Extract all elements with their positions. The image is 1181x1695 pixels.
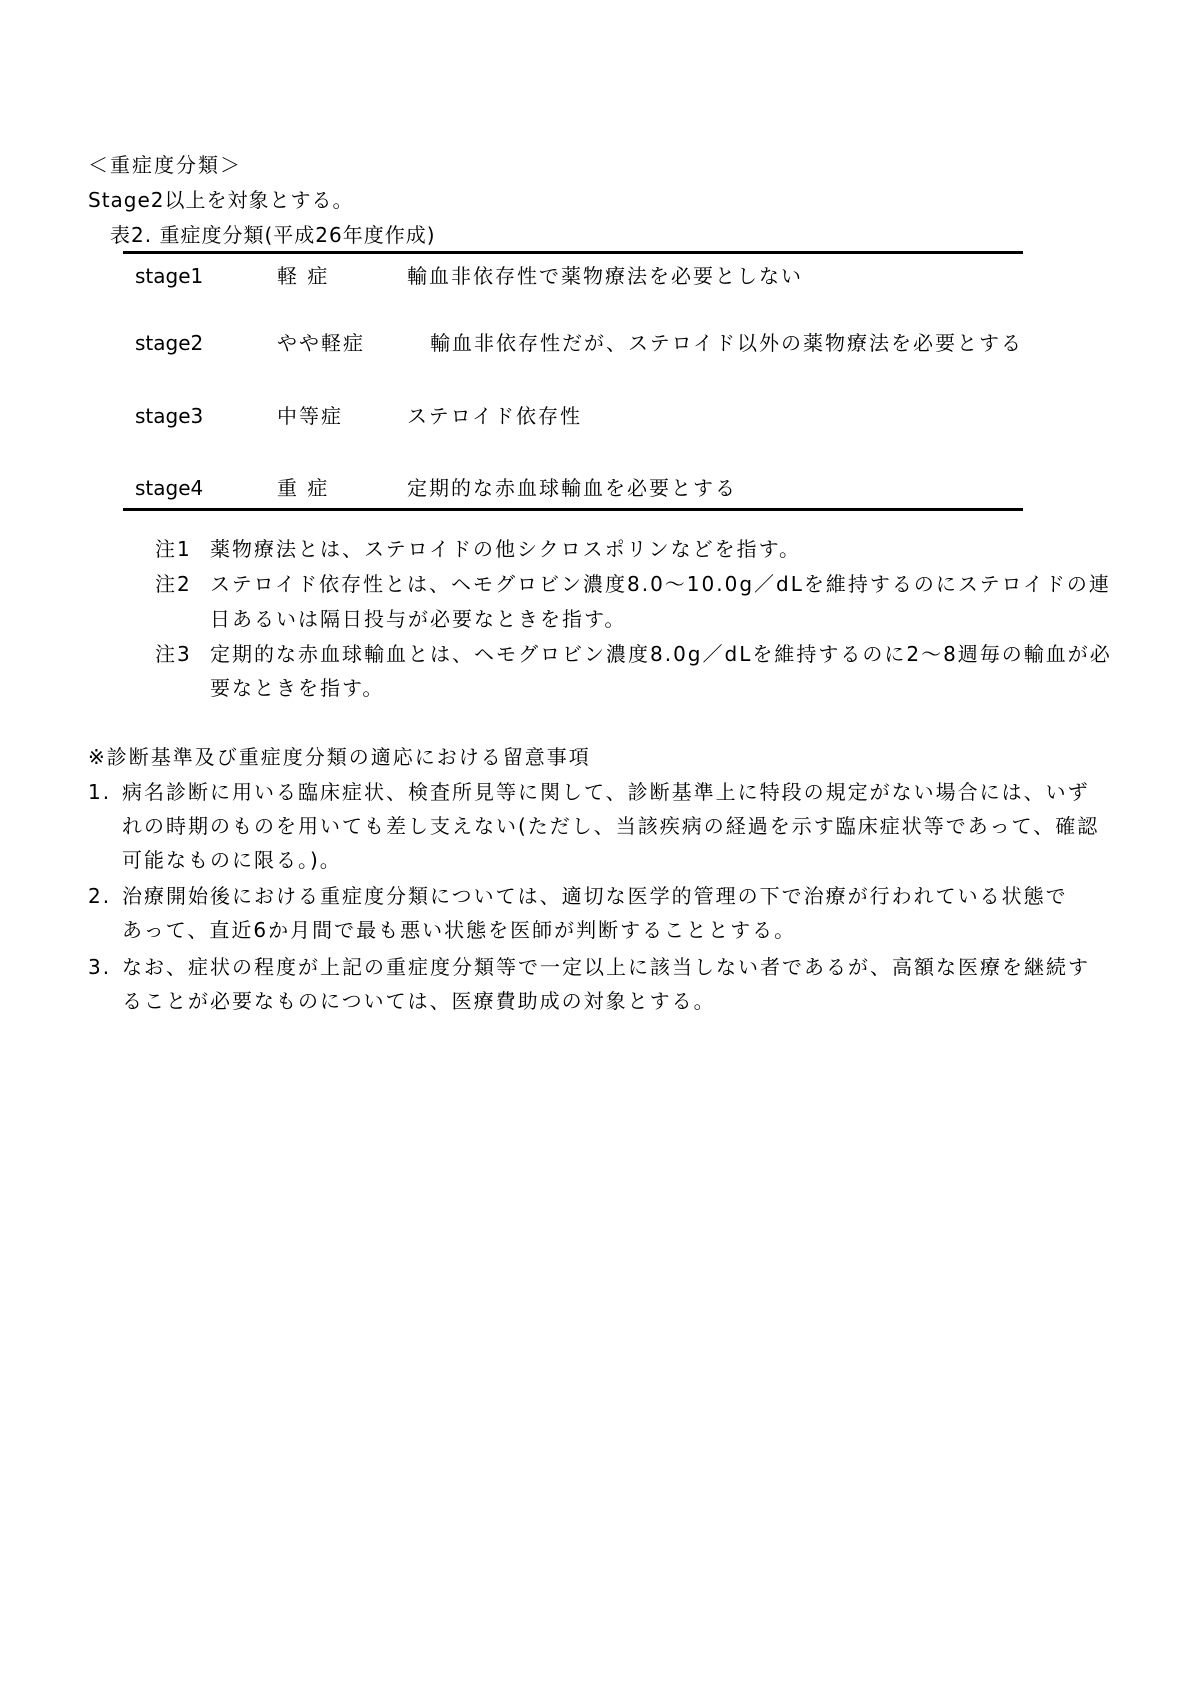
severity-cell: 軽 症 <box>277 264 330 288</box>
table-caption: 表2. 重症度分類(平成26年度作成) <box>110 223 436 247</box>
note-label: 注3 <box>155 642 192 666</box>
note-label: 注2 <box>155 572 192 596</box>
item-text: 治療開始後における重症度分類については、適切な医学的管理の下で治療が行われている状態で <box>122 884 1068 908</box>
note-text: 定期的な赤血球輸血とは、ヘモグロビン濃度8.0g／dLを維持するのに2～8週毎の輸血が必 <box>210 642 1112 666</box>
item-text: ることが必要なものについては、医療費助成の対象とする。 <box>122 989 716 1013</box>
item-text: 病名診断に用いる臨床症状、検査所見等に関して、診断基準上に特段の規定がない場合には、いず <box>122 780 1090 804</box>
description-cell: 輸血非依存性で薬物療法を必要としない <box>407 264 803 288</box>
stage-cell: stage1 <box>135 264 204 288</box>
description-cell: 輸血非依存性だが、ステロイド以外の薬物療法を必要とする <box>430 331 1023 355</box>
stage-cell: stage3 <box>135 404 204 428</box>
item-number: 1. <box>88 780 112 804</box>
item-text: あって、直近6か月間で最も悪い状態を医師が判断することとする。 <box>122 918 797 942</box>
target-note: Stage2以上を対象とする。 <box>88 188 354 212</box>
note-text: ステロイド依存性とは、ヘモグロビン濃度8.0～10.0g／dLを維持するのにステロイドの連 <box>210 572 1111 596</box>
item-text: 可能なものに限る。)。 <box>122 848 342 872</box>
description-cell: ステロイド依存性 <box>407 404 582 428</box>
item-number: 3. <box>88 955 112 979</box>
note-label: 注1 <box>155 537 192 561</box>
considerations-title: ※診断基準及び重症度分類の適応における留意事項 <box>88 745 591 769</box>
severity-cell: 重 症 <box>277 476 330 500</box>
severity-cell: やや軽症 <box>277 331 365 355</box>
item-number: 2. <box>88 884 112 908</box>
note-text: 要なときを指す。 <box>210 676 385 700</box>
note-text: 薬物療法とは、ステロイドの他シクロスポリンなどを指す。 <box>210 537 801 561</box>
table-bottom-rule <box>123 508 1023 511</box>
table-top-rule <box>123 251 1023 254</box>
item-text: れの時期のものを用いても差し支えない(ただし、当該疾病の経過を示す臨床症状等であって、確認 <box>122 814 1100 838</box>
note-text: 日あるいは隔日投与が必要なときを指す。 <box>210 607 627 631</box>
stage-cell: stage2 <box>135 331 204 355</box>
item-text: なお、症状の程度が上記の重症度分類等で一定以上に該当しない者であるが、高額な医療を継続す <box>122 955 1090 979</box>
stage-cell: stage4 <box>135 476 204 500</box>
severity-cell: 中等症 <box>277 404 343 428</box>
description-cell: 定期的な赤血球輸血を必要とする <box>407 476 737 500</box>
section-heading: ＜重症度分類＞ <box>88 153 242 177</box>
